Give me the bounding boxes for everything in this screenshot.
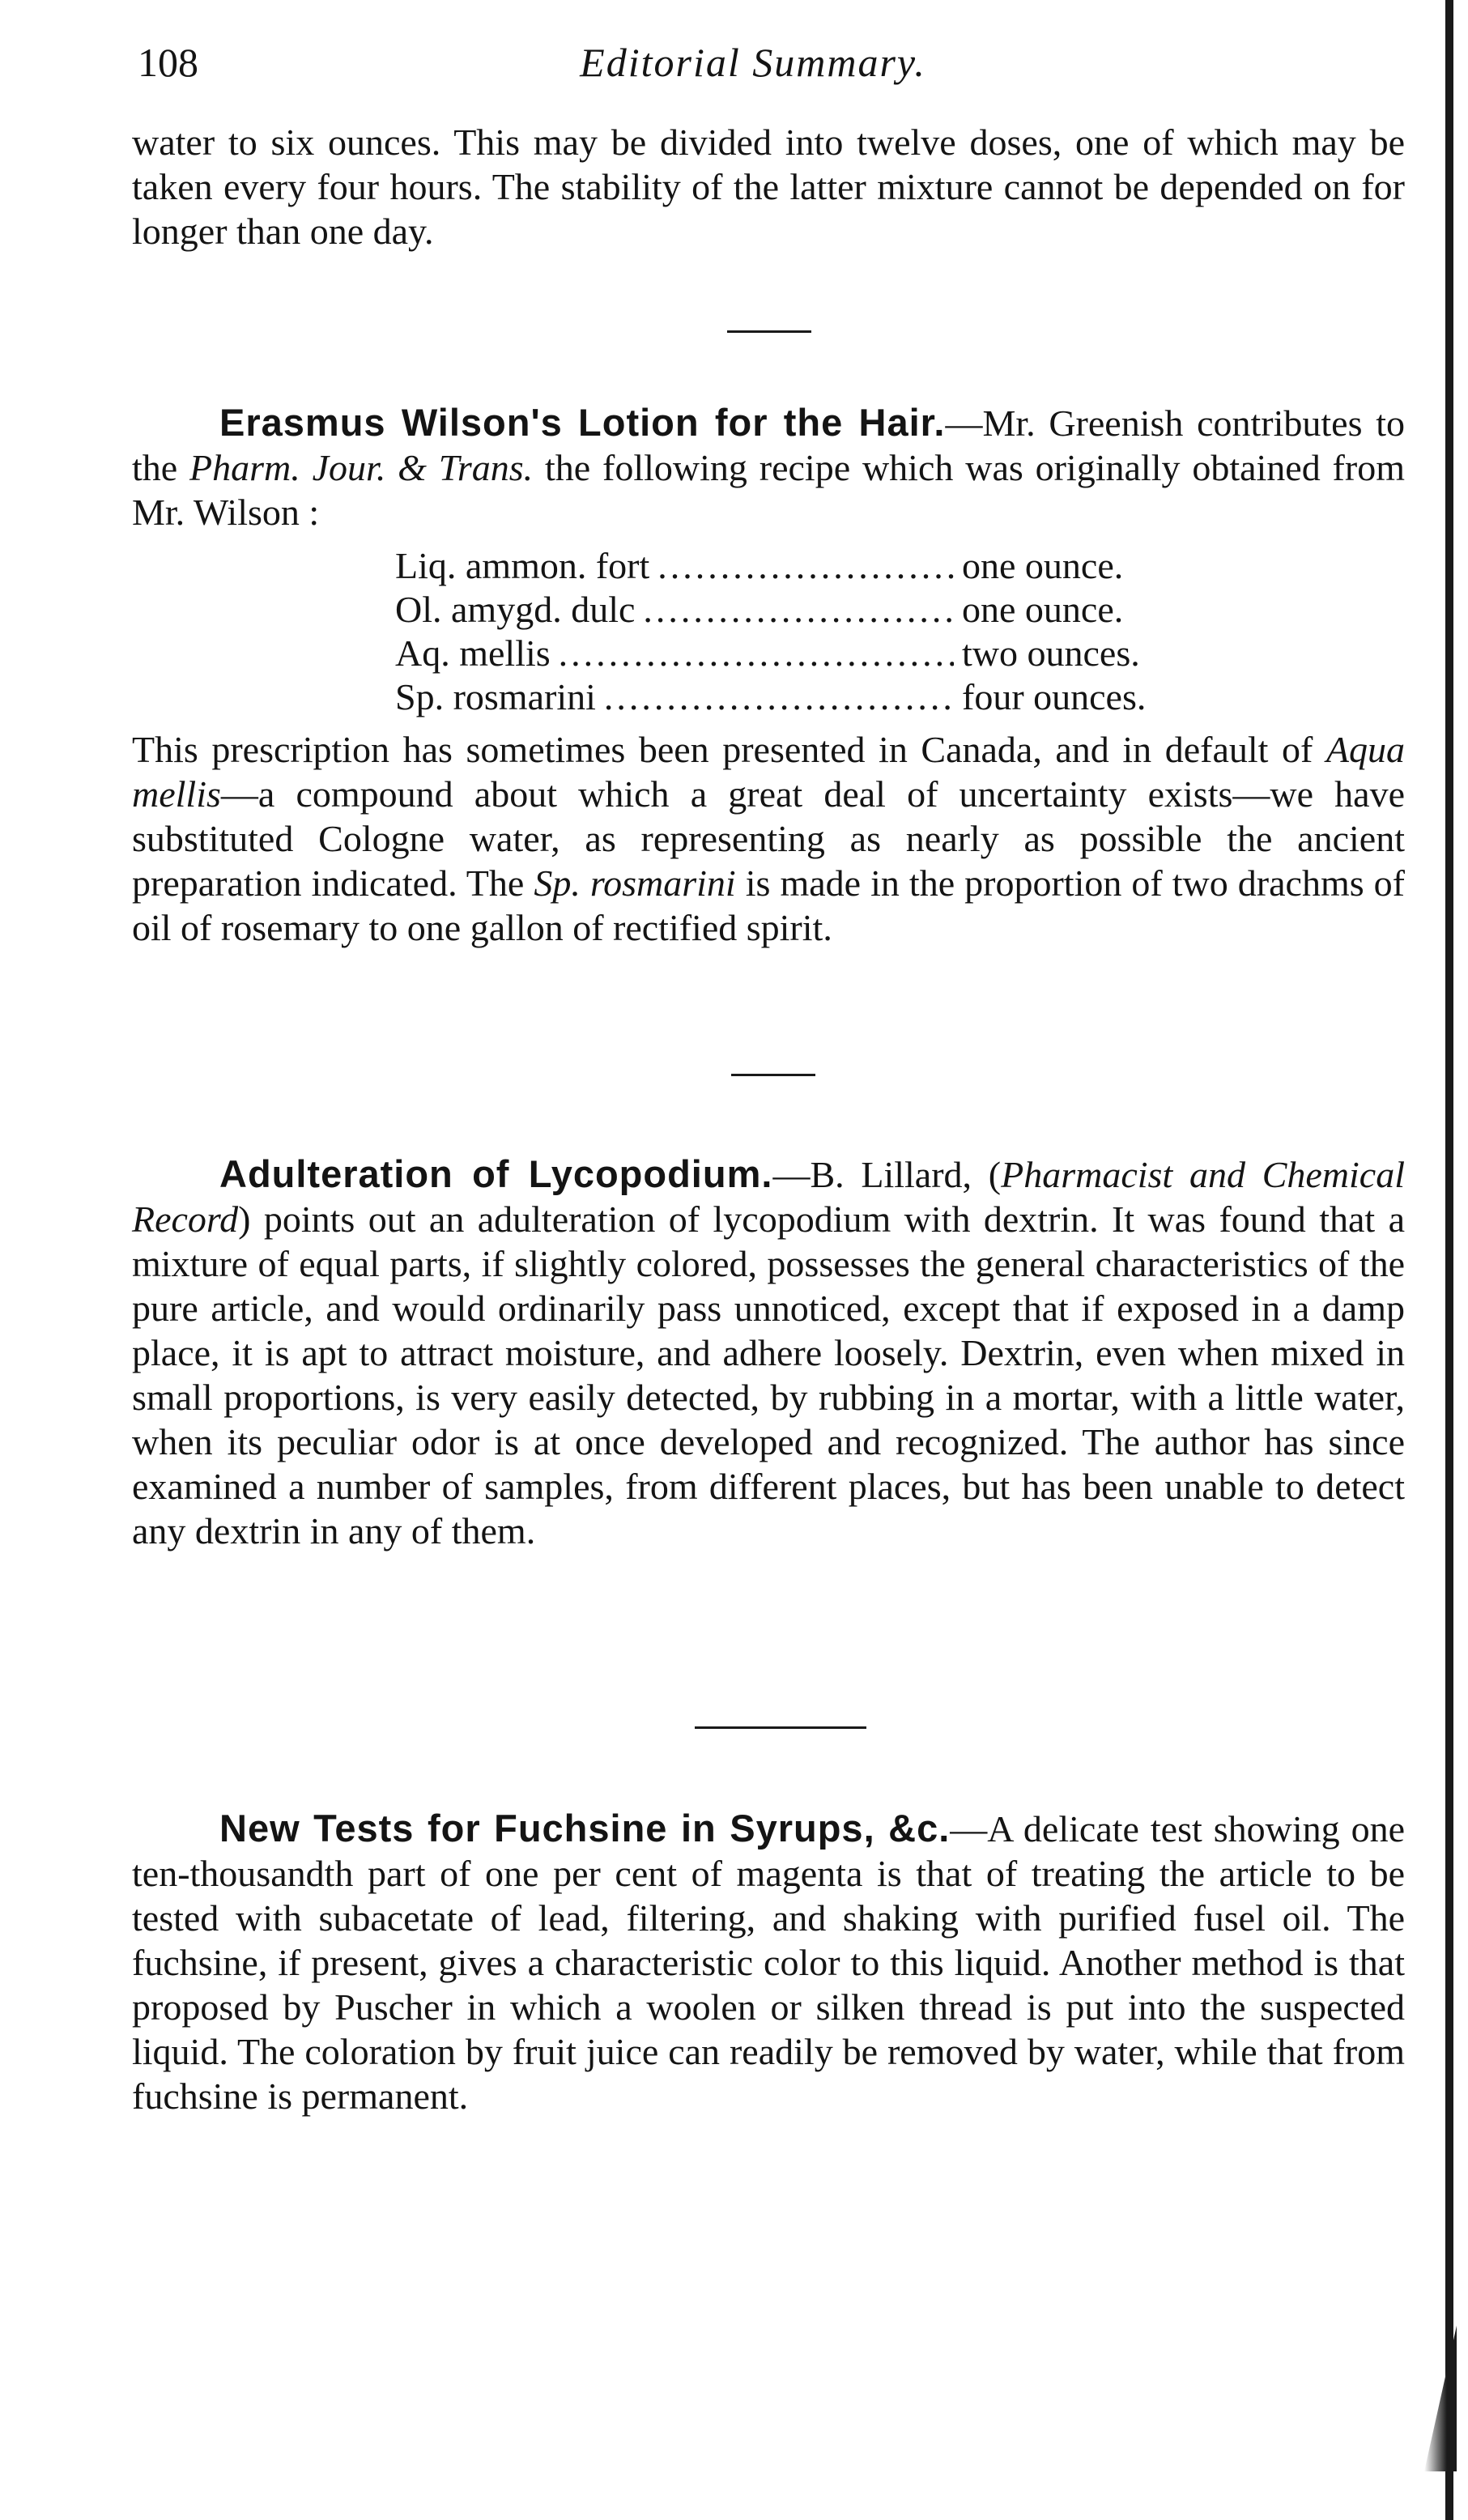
section-lycopodium: [132, 1151, 1405, 1553]
section-divider-3: [695, 1726, 866, 1729]
hair-lotion-heading: Erasmus Wilson's Lotion for the Hair.: [219, 401, 946, 444]
hair-lotion-journal: Pharm. Jour. & Trans.: [189, 447, 534, 488]
page-edge-shadow: [1445, 0, 1453, 2520]
recipe-quantity: four ounces.: [962, 676, 1147, 717]
recipe-row: [395, 588, 1205, 632]
recipe-quantity: two ounces.: [962, 632, 1140, 674]
recipe-leader-dots: [657, 544, 954, 588]
recipe-leader-dots: [643, 588, 954, 632]
page-header: [138, 39, 1368, 87]
hair-lotion-body: [132, 727, 1405, 950]
page-edge-curl: [1424, 2326, 1457, 2471]
recipe-quantity: one ounce.: [962, 589, 1124, 630]
intro-paragraph-block: [132, 120, 1405, 253]
recipe-leader-dots: [559, 632, 954, 675]
hair-lotion-intro: [132, 400, 1405, 534]
section-divider-2: [731, 1074, 815, 1076]
lycopodium-lead-pre: —B. Lillard, (: [772, 1154, 1002, 1195]
lycopodium-heading: Adulteration of Lycopodium.: [219, 1152, 773, 1195]
recipe-table: [395, 544, 1205, 719]
fuchsine-heading: New Tests for Fuchsine in Syrups, &c.: [219, 1807, 951, 1850]
section-divider-1: [727, 330, 811, 333]
section-fuchsine: [132, 1806, 1405, 2118]
hair-lotion-lead-post: the following recipe which was originally obtained from Mr. Wilson :: [132, 447, 1405, 533]
hair-lotion-body-text-3: is made in the proportion of two drachms of oil of rosemary to one gallon of rectified spirit.: [132, 862, 1405, 948]
recipe-row: [395, 632, 1205, 675]
fuchsine-body: —A delicate test showing one ten-thousandth part of one per cent of magenta is that of treating the article to be tested with subacetate of lead, filtering, and shaking with purified fusel oil. The fuchsine, if present, gives a characteristic color to this liquid. Another method is that proposed by Puscher in which a woolen or silken thread is put into the suspected liquid. The coloration by fruit juice can readily be removed by water, while that from fuchsine is permanent.: [132, 1808, 1406, 2117]
recipe-ingredient: Liq. ammon. fort: [395, 545, 650, 586]
sp-rosmarini-term: Sp. rosmarini: [534, 862, 736, 904]
recipe-row: [395, 544, 1205, 588]
hair-lotion-body-text-1: This prescription has sometimes been presented in Canada, and in default of: [132, 729, 1326, 770]
running-head: Editorial Summary.: [580, 40, 926, 85]
section-hair-lotion: [132, 400, 1405, 534]
fuchsine-paragraph: [132, 1806, 1405, 2118]
recipe-ingredient: Aq. mellis: [395, 632, 551, 674]
recipe-ingredient: Sp. rosmarini: [395, 676, 596, 717]
aqua-mellis-term: Aqua mellis: [132, 729, 1405, 815]
page-number: 108: [138, 40, 198, 85]
lycopodium-journal: Pharmacist and Chemical Record: [132, 1154, 1405, 1240]
lycopodium-paragraph: [132, 1151, 1405, 1553]
recipe-leader-dots: [604, 675, 954, 719]
hair-lotion-body-block: [132, 727, 1405, 950]
recipe-ingredient: Ol. amygd. dulc: [395, 589, 636, 630]
hair-lotion-body-text-2: —a compound about which a great deal of uncertainty exists—we have substituted Cologne water, as representing as nearly as possible the ancient preparation indicated. The: [132, 773, 1405, 904]
hair-lotion-lead-pre: —Mr. Greenish contributes to the: [132, 402, 1405, 488]
recipe-quantity: one ounce.: [962, 545, 1124, 586]
intro-paragraph: water to six ounces. This may be divided into twelve doses, one of which may be taken every four hours. The stability of the latter mixture cannot be depended on for longer than one day.: [132, 121, 1405, 252]
recipe-row: [395, 675, 1205, 719]
lycopodium-body: ) points out an adulteration of lycopodium with dextrin. It was found that a mixture of equal parts, if slightly colored, possesses the general characteristics of the pure article, and would ordinarily pass unnoticed, except that if exposed in a damp place, it is apt to attract moisture, and adhere loosely. Dextrin, even when mixed in small proportions, is very easily detected, by rubbing in a mortar, with a little water, when its peculiar odor is at once developed and recognized. The author has since examined a number of samples, from different places, but has been unable to detect any dextrin in any of them.: [132, 1198, 1405, 1552]
